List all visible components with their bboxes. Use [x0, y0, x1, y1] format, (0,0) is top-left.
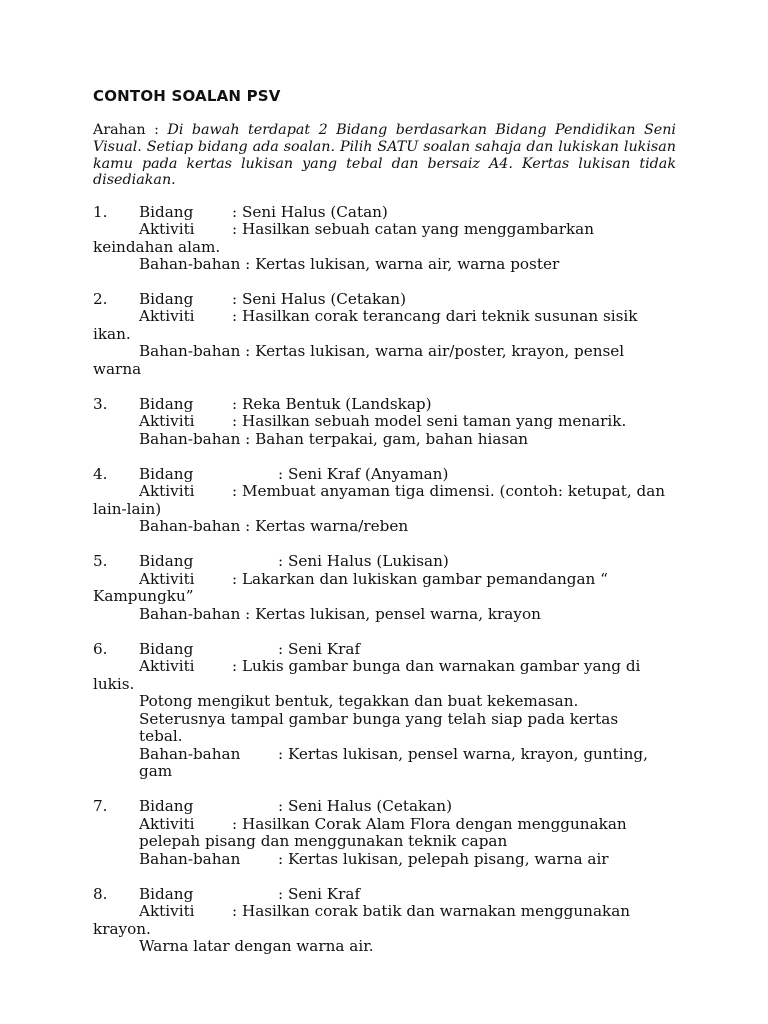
- document-title: CONTOH SOALAN PSV: [93, 87, 281, 105]
- item-2-field-value: : Seni Halus (Cetakan): [232, 290, 407, 308]
- item-7-activity-line-1: : Hasilkan Corak Alam Flora dengan menggunakan: [232, 815, 627, 833]
- instructions-text: Di bawah terdapat 2 Bidang berdasarkan Bidang Pendidikan Seni Visual. Setiap bidang ada soalan. Pilih SATU soalan sahaja dan lukiskan lukisan kamu pada kertas lukisan yang tebal dan bersaiz A4. Kertas lukisan tidak disediakan.: [93, 122, 676, 189]
- item-6-field-label: Bidang: [139, 640, 194, 658]
- item-3-activity-line-1: : Hasilkan sebuah model seni taman yang menarik.: [232, 412, 627, 430]
- item-8-field-label: Bidang: [139, 885, 194, 903]
- item-6-number: 6.: [93, 640, 108, 658]
- item-6-extra-line-2: Seterusnya tampal gambar bunga yang telah siap pada kertas: [139, 710, 619, 728]
- item-8-activity-label: Aktiviti: [139, 902, 195, 920]
- item-7-field-value: : Seni Halus (Cetakan): [278, 797, 453, 815]
- item-3-number: 3.: [93, 395, 108, 413]
- item-4-field-label: Bidang: [139, 465, 194, 483]
- item-5-number: 5.: [93, 552, 108, 570]
- item-2-activity-line-1: : Hasilkan corak terancang dari teknik susunan sisik: [232, 307, 638, 325]
- item-5-activity-line-2: Kampungku”: [93, 587, 194, 605]
- item-8-activity-line-1: : Hasilkan corak batik dan warnakan menggunakan: [232, 902, 631, 920]
- item-5-activity-label: Aktiviti: [139, 570, 195, 588]
- item-2-field-label: Bidang: [139, 290, 194, 308]
- item-8-activity-line-2: krayon.: [93, 920, 151, 938]
- item-2-activity-label: Aktiviti: [139, 307, 195, 325]
- item-2-materials-line-1: Bahan-bahan : Kertas lukisan, warna air/poster, krayon, pensel: [139, 342, 625, 360]
- item-2-number: 2.: [93, 290, 108, 308]
- item-6-activity-line-1: : Lukis gambar bunga dan warnakan gambar yang di: [232, 657, 641, 675]
- item-7-materials-line-1: : Kertas lukisan, pelepah pisang, warna air: [278, 850, 609, 868]
- item-5-activity-line-1: : Lakarkan dan lukiskan gambar pemandangan “: [232, 570, 608, 588]
- item-6-field-value: : Seni Kraf: [278, 640, 361, 658]
- item-1-field-value: : Seni Halus (Catan): [232, 203, 388, 221]
- item-7-activity-label: Aktiviti: [139, 815, 195, 833]
- item-6-materials-label: Bahan-bahan: [139, 745, 241, 763]
- item-1-activity-line-2: keindahan alam.: [93, 238, 221, 256]
- item-6-materials-line-1: : Kertas lukisan, pensel warna, krayon, gunting,: [278, 745, 648, 763]
- item-1-materials-line-1: Bahan-bahan : Kertas lukisan, warna air, warna poster: [139, 255, 560, 273]
- item-1-activity-label: Aktiviti: [139, 220, 195, 238]
- item-4-activity-label: Aktiviti: [139, 482, 195, 500]
- item-6-extra-line-1: Potong mengikut bentuk, tegakkan dan buat kekemasan.: [139, 692, 579, 710]
- item-8-number: 8.: [93, 885, 108, 903]
- item-4-field-value: : Seni Kraf (Anyaman): [278, 465, 449, 483]
- item-5-field-value: : Seni Halus (Lukisan): [278, 552, 449, 570]
- item-7-activity-line-2: pelepah pisang dan menggunakan teknik capan: [139, 832, 508, 850]
- item-3-field-label: Bidang: [139, 395, 194, 413]
- item-4-materials-line-1: Bahan-bahan : Kertas warna/reben: [139, 517, 409, 535]
- item-6-activity-label: Aktiviti: [139, 657, 195, 675]
- item-8-field-value: : Seni Kraf: [278, 885, 361, 903]
- item-2-materials-line-2: warna: [93, 360, 142, 378]
- item-3-activity-label: Aktiviti: [139, 412, 195, 430]
- item-7-materials-label: Bahan-bahan: [139, 850, 241, 868]
- item-4-activity-line-2: lain-lain): [93, 500, 162, 518]
- item-3-field-value: : Reka Bentuk (Landskap): [232, 395, 432, 413]
- item-1-field-label: Bidang: [139, 203, 194, 221]
- item-6-extra-line-3: tebal.: [139, 727, 183, 745]
- item-6-activity-line-2: lukis.: [93, 675, 135, 693]
- instructions-label: Arahan :: [93, 122, 168, 138]
- item-3-materials-line-1: Bahan-bahan : Bahan terpakai, gam, bahan hiasan: [139, 430, 529, 448]
- item-5-materials-line-1: Bahan-bahan : Kertas lukisan, pensel warna, krayon: [139, 605, 541, 623]
- item-2-activity-line-2: ikan.: [93, 325, 131, 343]
- item-7-number: 7.: [93, 797, 108, 815]
- item-1-activity-line-1: : Hasilkan sebuah catan yang menggambarkan: [232, 220, 595, 238]
- item-5-field-label: Bidang: [139, 552, 194, 570]
- item-4-activity-line-1: : Membuat anyaman tiga dimensi. (contoh: ketupat, dan: [232, 482, 666, 500]
- instructions-paragraph: [93, 122, 676, 189]
- item-1-number: 1.: [93, 203, 108, 221]
- item-7-field-label: Bidang: [139, 797, 194, 815]
- item-8-extra-line-1: Warna latar dengan warna air.: [139, 937, 374, 955]
- item-4-number: 4.: [93, 465, 108, 483]
- item-6-materials-line-2: gam: [139, 762, 173, 780]
